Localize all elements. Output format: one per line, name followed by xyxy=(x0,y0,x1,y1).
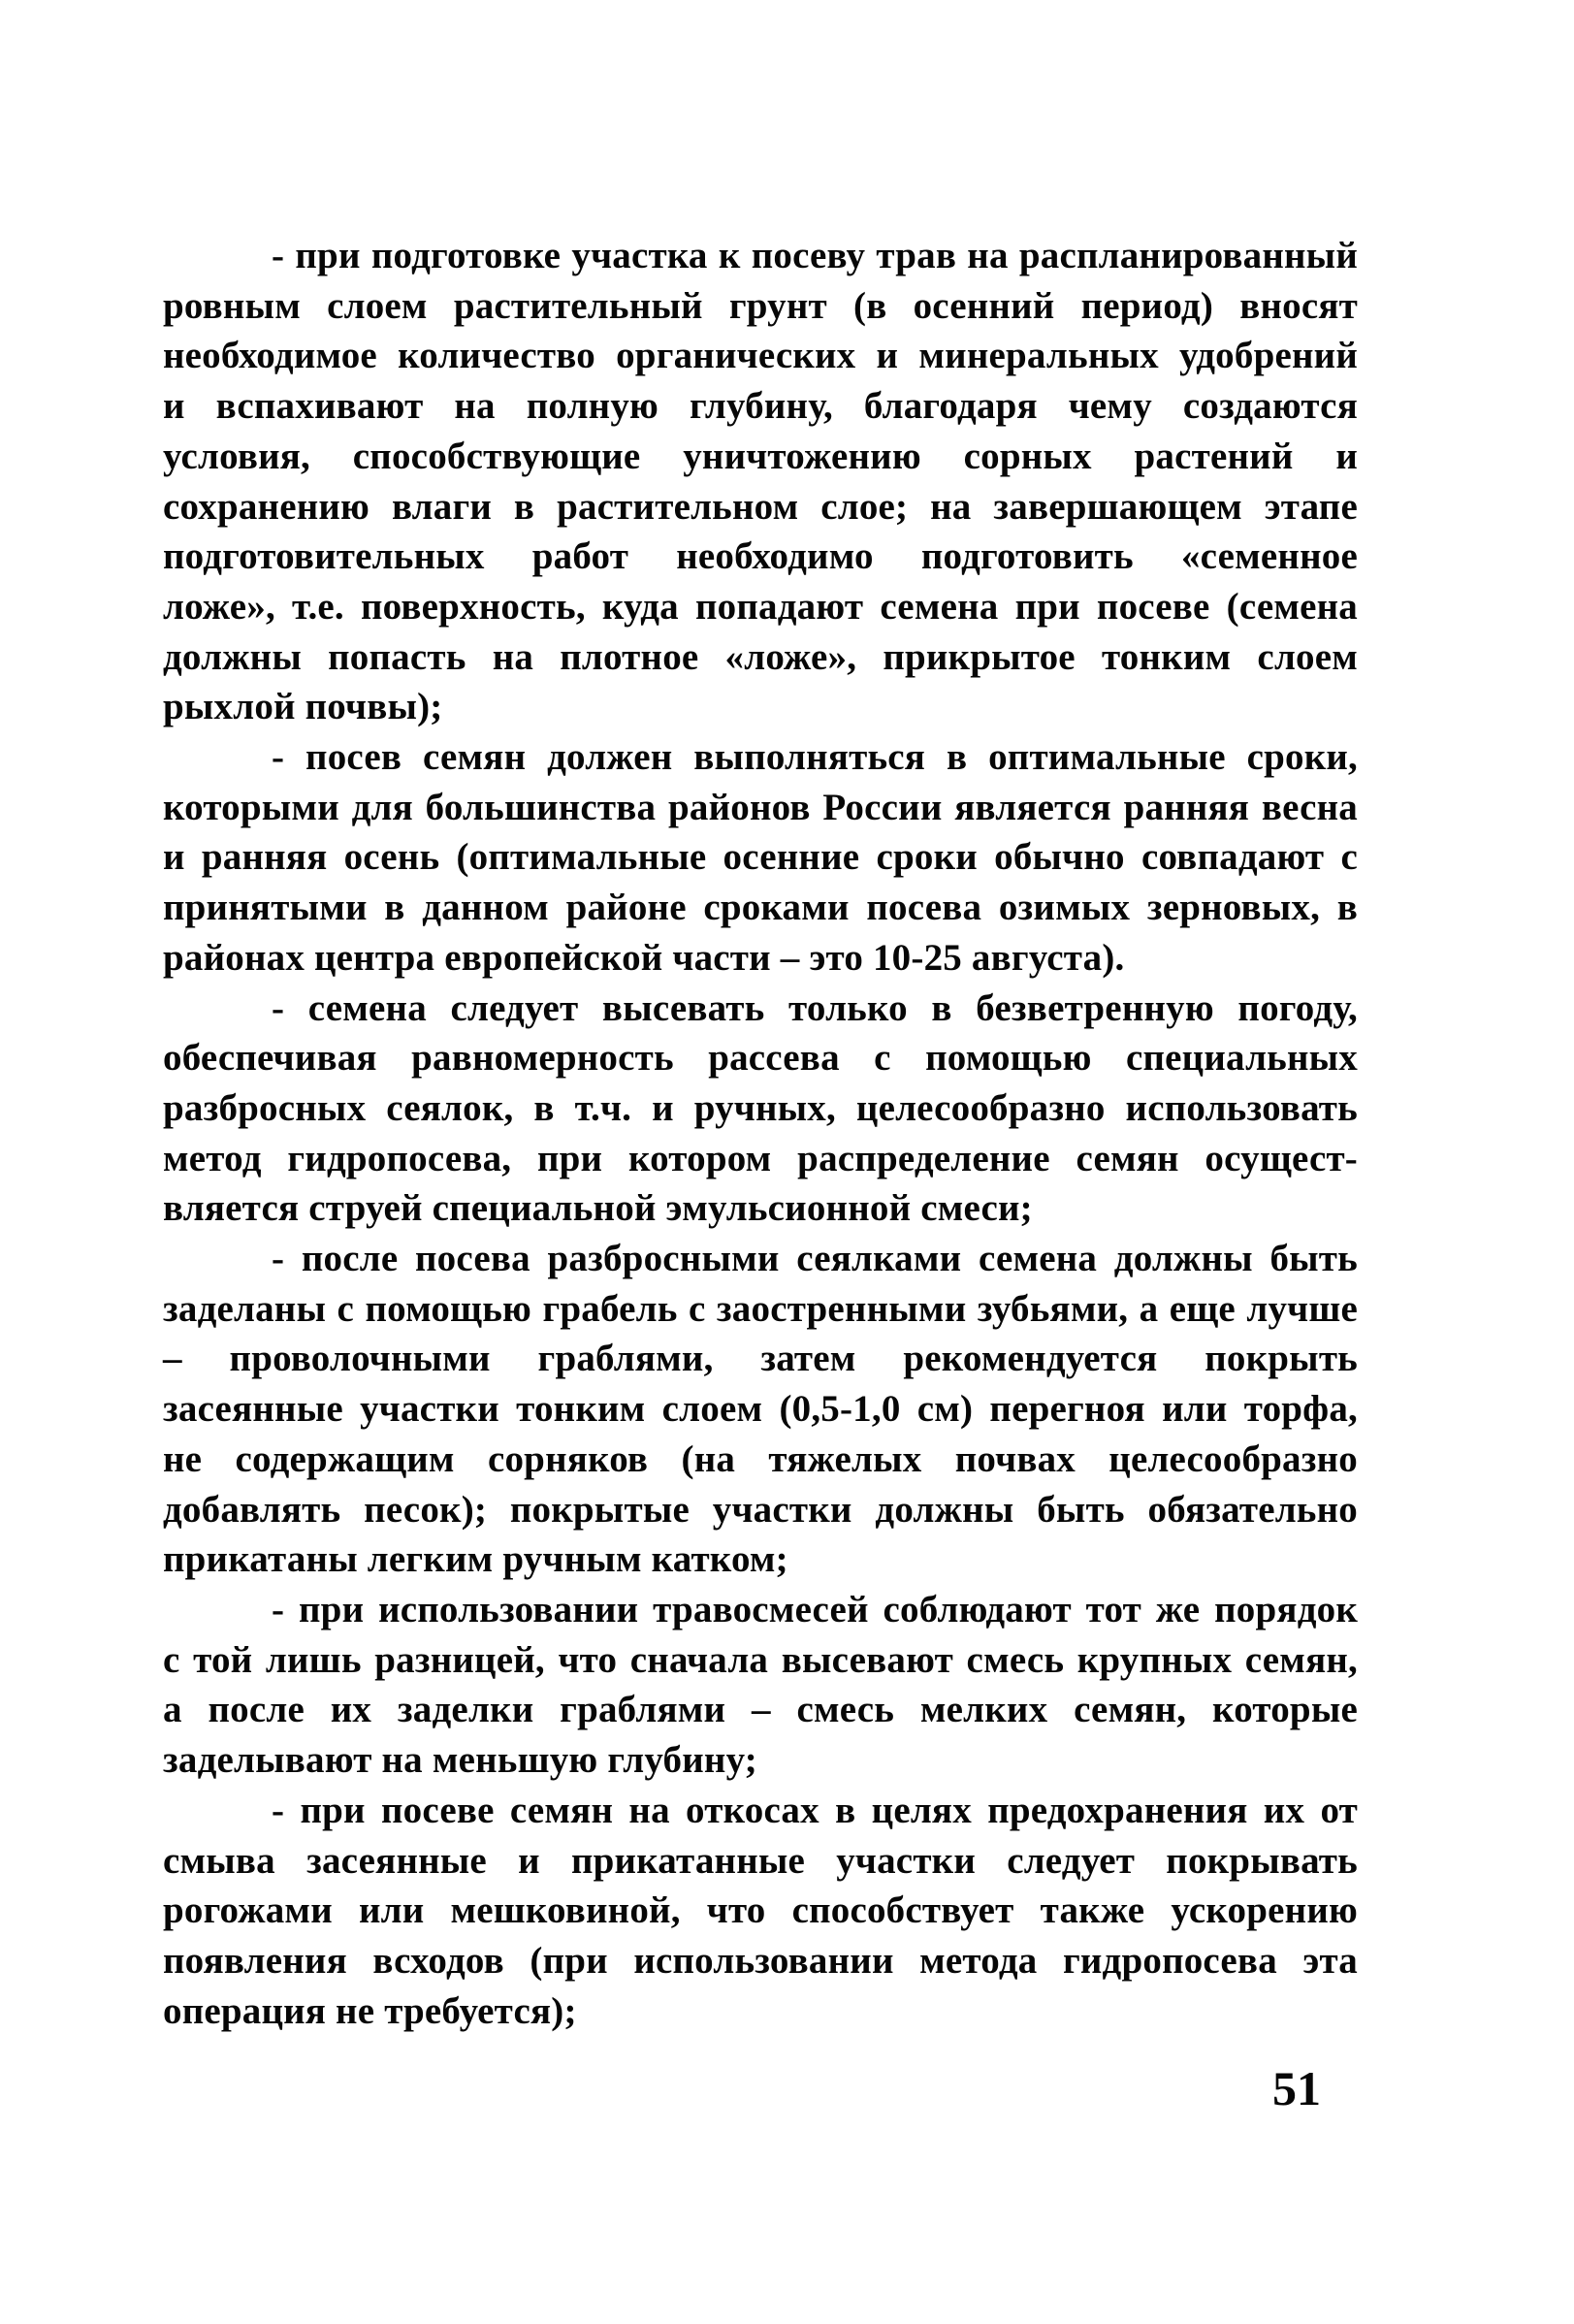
text-line: добавлять песок); покрытые участки должны быть обязательно xyxy=(163,1488,1358,1531)
text-line: рогожами или мешковиной, что способствует также ускорению xyxy=(163,1889,1358,1932)
text-line: а после их заделки граблями – смесь мелких семян, которые xyxy=(163,1689,1358,1731)
text-line: принятыми в данном районе сроками посева озимых зерновых, в xyxy=(163,887,1358,929)
text-line: с той лишь разницей, что сначала высевают смесь крупных семян, xyxy=(163,1638,1358,1681)
text-line: районах центра европейской части – это 10-25 августа). xyxy=(163,936,1125,979)
text-line: операция не требуется); xyxy=(163,1989,577,2032)
paragraph xyxy=(163,231,1358,732)
text-line: ложе», т.е. поверхность, куда попадают семена при посеве (семена xyxy=(163,585,1358,628)
paragraph xyxy=(163,984,1358,1235)
paragraph xyxy=(163,1234,1358,1585)
text-line: - при использовании травосмесей соблюдают тот же порядок xyxy=(272,1588,1358,1630)
text-line: смыва засеянные и прикатанные участки следует покрывать xyxy=(163,1839,1358,1882)
text-line: рыхлой почвы); xyxy=(163,686,443,728)
text-line: подготовительных работ необходимо подготовить «семенное xyxy=(163,535,1358,578)
text-line: сохранению влаги в растительном слое; на завершающем этапе xyxy=(163,485,1358,528)
text-line: необходимое количество органических и минеральных удобрений xyxy=(163,335,1358,377)
text-line: ровным слоем растительный грунт (в осенний период) вносят xyxy=(163,284,1358,327)
text-line: появления всходов (при использовании метода гидропосева эта xyxy=(163,1939,1358,1982)
text-line: прикатаны легким ручным катком; xyxy=(163,1538,788,1581)
text-line: не содержащим сорняков (на тяжелых почвах целесообразно xyxy=(163,1437,1358,1480)
paragraph xyxy=(163,1786,1358,2037)
text-line: которыми для большинства районов России является ранняя весна xyxy=(163,786,1358,828)
text-line: – проволочными граблями, затем рекомендуется покрыть xyxy=(163,1338,1358,1380)
text-line: - при подготовке участка к посеву трав на распланированный xyxy=(272,235,1358,276)
text-line: - посев семян должен выполняться в оптимальные сроки, xyxy=(272,736,1358,779)
text-line: и ранняя осень (оптимальные осенние сроки обычно совпадают с xyxy=(163,836,1358,879)
paragraph xyxy=(163,1585,1358,1786)
text-line: - семена следует высевать только в безветренную погоду, xyxy=(272,986,1358,1029)
text-line: и вспахивают на полную глубину, благодаря чему создаются xyxy=(163,385,1358,428)
text-line: условия, способствующие уничтожению сорных растений и xyxy=(163,435,1358,477)
paragraph xyxy=(163,732,1358,984)
text-line: - при посеве семян на откосах в целях предохранения их от xyxy=(272,1789,1358,1831)
text-line: заделаны с помощью грабель с заостренными зубьями, а еще лучше xyxy=(163,1287,1358,1330)
text-line: метод гидропосева, при котором распределение семян осущест- xyxy=(163,1137,1358,1179)
text-line: заделывают на меньшую глубину; xyxy=(163,1739,757,1782)
page-number: 51 xyxy=(1272,2061,1321,2115)
text-line: засеянные участки тонким слоем (0,5-1,0 см) перегноя или торфа, xyxy=(163,1388,1358,1431)
text-line: должны попасть на плотное «ложе», прикрытое тонким слоем xyxy=(163,635,1358,678)
body-text xyxy=(163,231,1358,2036)
text-line: - после посева разбросными сеялками семена должны быть xyxy=(272,1238,1358,1280)
text-line: разбросных сеялок, в т.ч. и ручных, целесообразно использовать xyxy=(163,1086,1358,1129)
text-line: вляется струей специальной эмульсионной смеси; xyxy=(163,1187,1033,1230)
text-line: обеспечивая равномерность рассева с помощью специальных xyxy=(163,1037,1358,1080)
